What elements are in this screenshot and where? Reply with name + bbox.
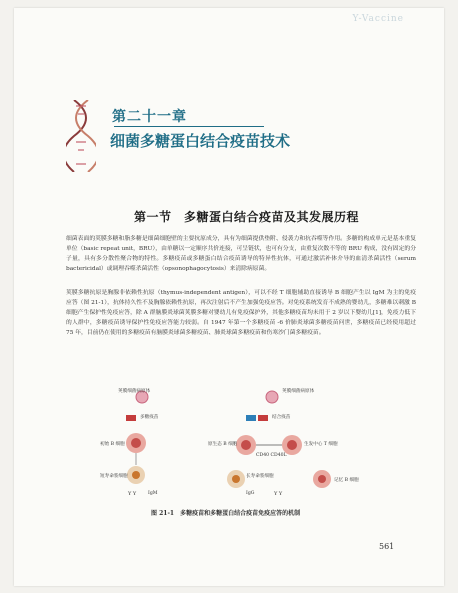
section-title: 第一节 多糖蛋白结合疫苗及其发展历程 xyxy=(134,210,360,224)
label-long-plasma: 长寿命浆细胞 xyxy=(246,474,274,479)
immune-mechanism-figure xyxy=(96,387,386,499)
header-watermark: Y-Vaccine xyxy=(352,14,404,24)
label-pathogen-right: 荚膜细菌病原体 xyxy=(282,389,315,394)
label-naive-b: 初始 B 细胞 xyxy=(100,442,125,447)
svg-text:Y Y: Y Y xyxy=(274,491,283,497)
paragraph-2: 荚膜多糖抗原是胸腺非依赖性抗原（thymus-independent antigen），可以不经 T 细胞辅助直接诱导 B 细胞产生以 IgM 为主的免疫应答（图 21-1），抗体持久性不及胸腺依赖性抗原，再次注射后不产生加强免疫应答。对免疫系统发育不成熟的婴幼儿，多糖难以刺激 B 细胞产生保护性免疫应答，除 A 群脑膜炎球菌荚膜多糖对婴幼儿有免疫保护外，其他多糖疫苗均未用于 2 岁以下婴幼儿[1]，免疫力低下的人群中，多糖疫苗诱导保护性免疫应答能力较弱。自 1947 年第一个多糖疫苗 -6 价肺炎球菌多糖疫苗问世，多糖疫苗已经使用超过 75 年，目前仍在使用的多糖疫苗有脑膜炎球菌多糖疫苗、肺炎球菌多糖疫苗和伤寒沙门菌多糖疫苗。 xyxy=(66,290,416,336)
book-page xyxy=(14,8,444,586)
label-igm: IgM xyxy=(148,491,158,496)
figure-caption: 图 21-1 多糖疫苗和多糖蛋白结合疫苗免疫应答的机制 xyxy=(151,510,301,517)
label-plasma-cell: 短寿命浆细胞 xyxy=(100,474,128,479)
page-number: 561 xyxy=(379,542,395,551)
svg-text:Y Y: Y Y xyxy=(128,491,137,497)
chapter-divider xyxy=(114,126,264,127)
label-memory-b: 记忆 B 细胞 xyxy=(334,478,359,483)
label-pathogen-left: 荚膜细菌病原体 xyxy=(118,389,151,394)
label-naive-b2: 原生态 B 细胞 xyxy=(208,442,238,447)
label-igg: IgG xyxy=(246,491,255,496)
label-polysaccharide-vaccine: 多糖疫苗 xyxy=(140,415,159,420)
chapter-title: 细菌多糖蛋白结合疫苗技术 xyxy=(110,132,291,150)
label-helper-t: 生发中心 T 细胞 xyxy=(304,442,338,447)
dna-helix-icon xyxy=(66,100,96,172)
label-cd40: CD40 CD40L xyxy=(256,453,287,458)
label-conjugate-vaccine: 结合疫苗 xyxy=(272,415,291,420)
chapter-number: 第二十一章 xyxy=(112,109,187,125)
paragraph-1: 细菌表面的荚膜多糖和脂多糖是细菌细胞壁的主要抗原成分，具有为细菌提供垫附、侵袭力和抗吞噬等作用。多糖的构成单元是基本重复单位（basic repeat unit，BRU），由单糖以一定顺序共价连接，可呈链状，也可有分支，由重复次数不等的 BRU 构成，没有固定的分子量，具有多分散性聚合物的特性。多糖疫苗或多糖蛋白结合疫苗诱导的特异性抗体，可通过激活补体介导的血清杀菌活性（serum bactericidal）或调理吞噬杀菌活性（opsonophagocytosis）来清除病原菌。 xyxy=(66,236,416,272)
